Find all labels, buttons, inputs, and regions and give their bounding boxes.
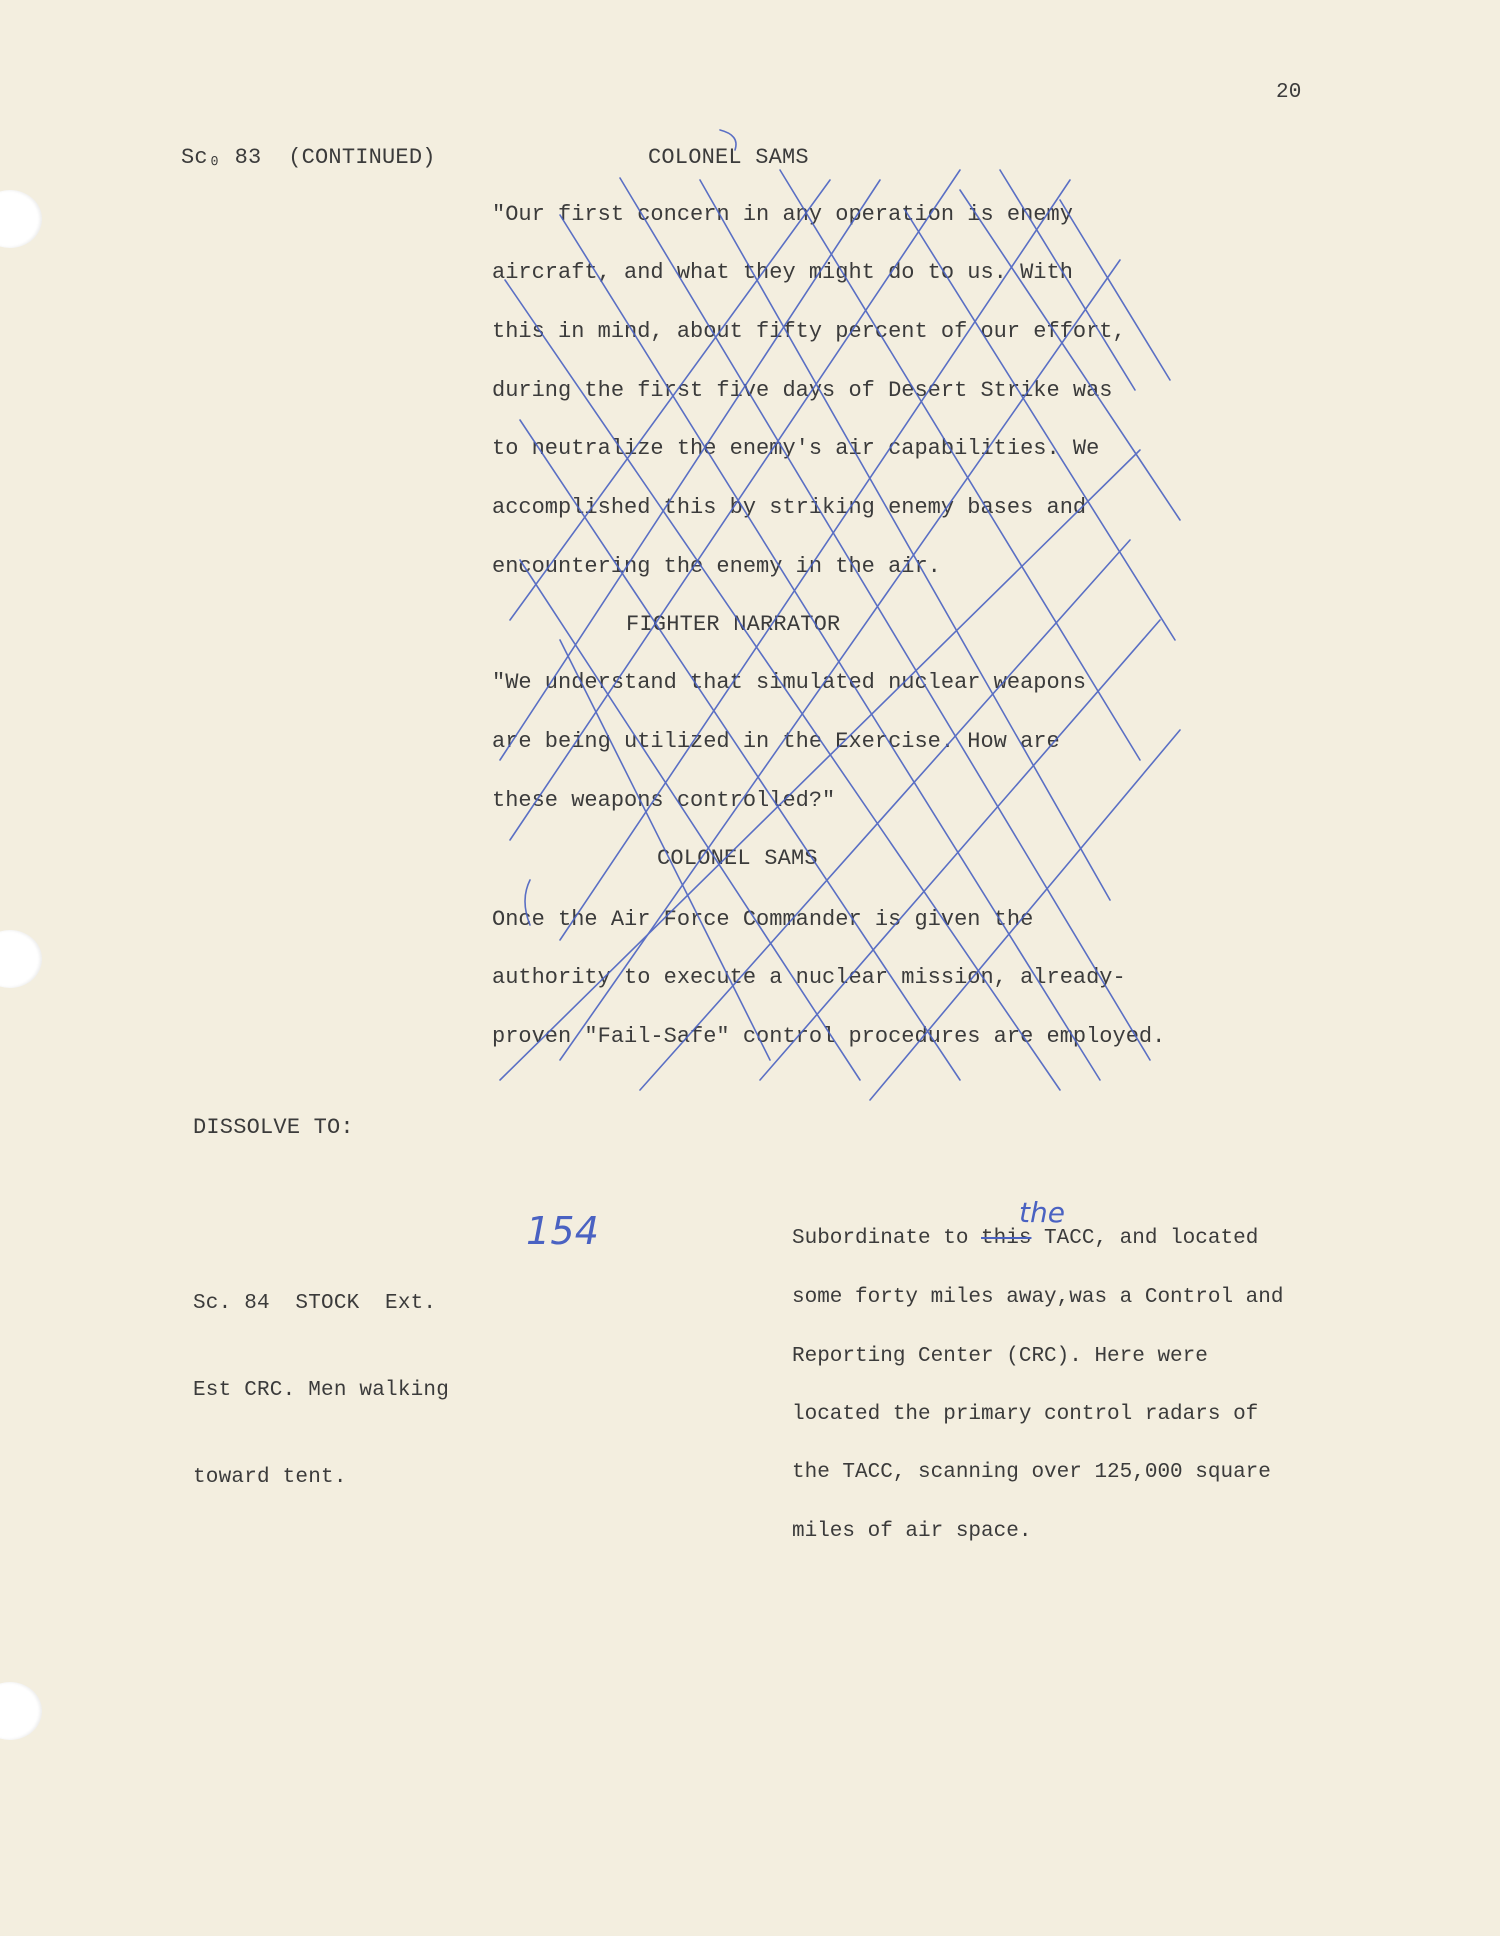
- scene-84-line: toward tent.: [193, 1466, 347, 1489]
- dialogue-line: authority to execute a nuclear mission, already-: [492, 965, 1126, 990]
- narration-text: TACC, and located: [1031, 1227, 1259, 1250]
- page-number: 20: [1276, 81, 1302, 104]
- speaker-colonel-sams: COLONEL SAMS: [657, 846, 818, 871]
- dialogue-line: "We understand that simulated nuclear weapons: [492, 670, 1087, 695]
- struck-word: this: [981, 1227, 1032, 1250]
- dialogue-line: encountering the enemy in the air.: [492, 554, 941, 579]
- scene-84-line: Sc. 84 STOCK Ext.: [193, 1292, 437, 1315]
- scene-84-description: [193, 1231, 449, 1550]
- punch-hole-bottom: [0, 1682, 42, 1740]
- narration-line: the TACC, scanning over 125,000 square: [792, 1461, 1271, 1484]
- dialogue-line: this in mind, about fifty percent of our effort,: [492, 319, 1126, 344]
- narration-first-line: [792, 1227, 1258, 1250]
- handwritten-insert: the: [1019, 1196, 1065, 1229]
- punch-hole-middle: [0, 930, 42, 988]
- dialogue-line: proven "Fail-Safe" control procedures are employed.: [492, 1024, 1166, 1049]
- handwritten-shot-number: 154: [526, 1209, 600, 1253]
- dialogue-line: "Our first concern in any operation is enemy: [492, 202, 1073, 227]
- dialogue-line: to neutralize the enemy's air capabilities. We: [492, 436, 1100, 461]
- transition-dissolve: DISSOLVE TO:: [193, 1115, 354, 1140]
- scene-84-line: Est CRC. Men walking: [193, 1379, 450, 1402]
- narration-text: Subordinate to: [792, 1227, 982, 1250]
- narration-line: located the primary control radars of: [792, 1403, 1259, 1426]
- narration-line: some forty miles away,was a Control and: [792, 1286, 1284, 1309]
- dialogue-line: aircraft, and what they might do to us. With: [492, 260, 1073, 285]
- scene-83-heading: Sc₀ 83 (CONTINUED): [181, 145, 436, 170]
- narration-line: Reporting Center (CRC). Here were: [792, 1345, 1208, 1368]
- speaker-fighter-narrator: FIGHTER NARRATOR: [626, 612, 841, 637]
- dialogue-line: Once the Air Force Commander is given the: [492, 907, 1034, 932]
- dialogue-line: these weapons controlled?": [492, 788, 836, 813]
- dialogue-line: during the first five days of Desert Strike was: [492, 378, 1113, 403]
- speaker-colonel-sams: COLONEL SAMS: [648, 145, 809, 170]
- dialogue-line: accomplished this by striking enemy bases and: [492, 495, 1087, 520]
- narration-line: miles of air space.: [792, 1520, 1032, 1543]
- dialogue-line: are being utilized in the Exercise. How are: [492, 729, 1060, 754]
- punch-hole-top: [0, 190, 42, 248]
